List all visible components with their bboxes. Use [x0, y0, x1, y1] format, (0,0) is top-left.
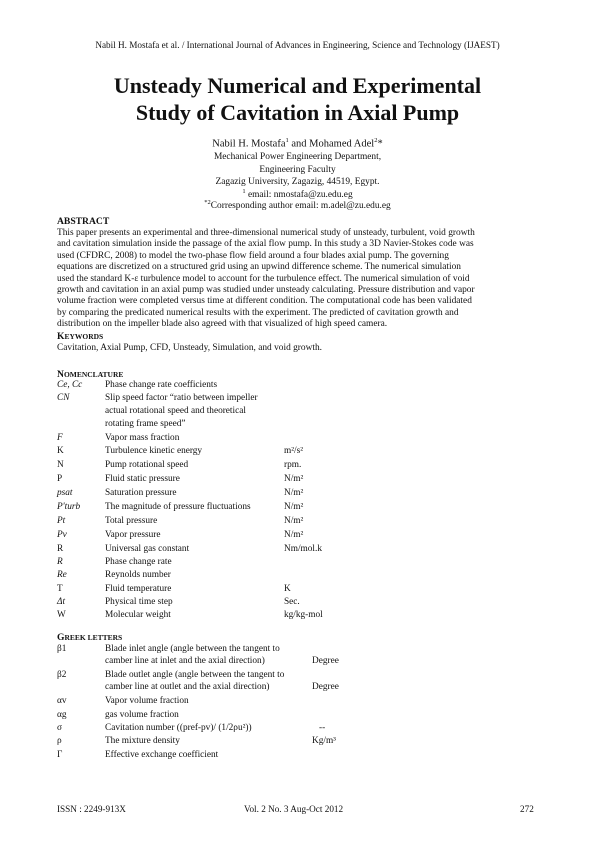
nomenclature-row [57, 502, 540, 514]
description: Blade inlet angle (angle between the tangent to [105, 644, 280, 654]
nomenclature-row [57, 419, 540, 431]
nomenclature-heading [57, 369, 123, 380]
abstract-line: and cavitation simulation inside the passage of the axial flow pump. In this study a 3D Navier-Stokes code was [57, 239, 474, 250]
nomenclature-row [57, 597, 540, 609]
symbol: Ce, Cc [57, 380, 83, 390]
description: Vapor volume fraction [105, 696, 189, 706]
unit: kg/kg-mol [284, 610, 323, 620]
symbol: F [57, 433, 63, 443]
symbol: P'turb [57, 502, 81, 512]
nomenclature-row [57, 530, 540, 542]
nomenclature-heading-initial: N [57, 369, 64, 380]
unit: Sec. [284, 597, 300, 607]
email-2 [0, 197, 595, 213]
nomenclature-row [57, 406, 540, 418]
greek-row [57, 656, 540, 668]
description: Pump rotational speed [105, 460, 189, 470]
title-line-1: Unsteady Numerical and Experimental [113, 73, 482, 98]
affiliation-dept: Mechanical Power Engineering Department, [213, 152, 382, 162]
description: Fluid temperature [105, 584, 172, 594]
abstract-line: equations are discretized on a structured grid using an upwind difference scheme. The numerical simulation [57, 262, 461, 273]
email-2-text: Corresponding author email: m.adel@zu.edu.eg [210, 201, 391, 212]
unit: N/m² [284, 488, 304, 498]
nomenclature-row [57, 433, 540, 445]
greek-row [57, 670, 540, 682]
abstract-line: used (CFDRC, 2008) to model the two-phase flow field around a four blades axial pump. The governing [57, 250, 449, 261]
greek-row [57, 750, 540, 762]
symbol: Re [57, 570, 67, 580]
nomenclature-row [57, 570, 540, 582]
nomenclature-row [57, 544, 540, 556]
nomenclature-row [57, 446, 540, 458]
greek-heading-rest: REEK LETTERS [64, 633, 123, 642]
abstract-heading: ABSTRACT [57, 216, 110, 227]
greek-row [57, 710, 540, 722]
authors-and: and Mohamed Adel [288, 138, 375, 150]
unit: Degree [312, 682, 339, 692]
author-1: Nabil H. Mostafa [212, 138, 286, 150]
greek-heading-initial: G [57, 632, 65, 643]
nomenclature-row [57, 460, 540, 472]
description: Turbulence kinetic energy [105, 446, 203, 456]
greek-row [57, 696, 540, 708]
description: The mixture density [105, 736, 180, 746]
description: Vapor pressure [105, 530, 161, 540]
unit: Degree [312, 656, 339, 666]
email-1-text: email: nmostafa@zu.edu.eg [245, 190, 353, 201]
symbol: β1 [57, 644, 67, 654]
author-1-sup: 1 [285, 137, 289, 144]
author-2-star: * [377, 138, 383, 150]
description: camber line at outlet and the axial direction) [105, 682, 270, 692]
symbol: αv [57, 696, 67, 706]
symbol: Pt [57, 516, 66, 526]
abstract-line: volume fraction were completed versus time at different condition. The computational code has been validated [57, 296, 472, 307]
description: actual rotational speed and theoretical [105, 406, 246, 416]
symbol: β2 [57, 670, 67, 680]
greek-row [57, 682, 540, 694]
abstract-line: This paper presents an experimental and three-dimensional numerical study of unsteady, turbulent, void growth [57, 228, 475, 238]
footer-volume: Vol. 2 No. 3 Aug-Oct 2012 [244, 804, 344, 814]
paper-title [40, 72, 555, 126]
symbol: σ [57, 723, 63, 733]
nomenclature-row [57, 488, 540, 500]
symbol: K [57, 446, 64, 456]
description: Physical time step [105, 597, 173, 607]
symbol: Γ [57, 750, 63, 760]
nomenclature-heading-rest: OMENCLATURE [63, 370, 124, 379]
unit: N/m² [284, 516, 304, 526]
unit: -- [319, 723, 326, 733]
symbol: W [57, 610, 66, 620]
greek-letters-heading [57, 632, 122, 643]
affiliation-university: Zagazig University, Zagazig, 44519, Egypt. [215, 177, 380, 187]
nomenclature-row [57, 584, 540, 596]
running-header: Nabil H. Mostafa et al. / International Journal of Advances in Engineering, Science and Technology (IJAEST) [95, 40, 500, 50]
keywords-heading [57, 331, 103, 342]
symbol: CN [57, 393, 70, 403]
symbol: ρ [57, 736, 62, 746]
description: Universal gas constant [105, 544, 190, 554]
description: Cavitation number ((pref-pv)/ (1/2ρu²)) [105, 723, 252, 733]
description: Saturation pressure [105, 488, 177, 498]
symbol: αg [57, 710, 67, 720]
author-2-sup: 2 [374, 137, 378, 144]
description: camber line at inlet and the axial direction) [105, 656, 265, 666]
abstract-body [57, 228, 540, 331]
description: Vapor mass fraction [105, 433, 180, 443]
keywords-heading-initial: K [57, 331, 65, 342]
unit: K [284, 584, 291, 594]
nomenclature-row [57, 380, 540, 392]
description: Fluid static pressure [105, 474, 180, 484]
symbol: R [57, 544, 64, 554]
title-line-2: Study of Cavitation in Axial Pump [135, 100, 460, 125]
symbol: R [57, 557, 63, 567]
unit: m²/s² [284, 446, 304, 456]
symbol: N [57, 460, 64, 470]
unit: N/m² [284, 530, 304, 540]
unit: rpm. [284, 460, 302, 470]
description: Blade outlet angle (angle between the tangent to [105, 670, 285, 680]
unit: Nm/mol.k [284, 544, 322, 554]
unit: N/m² [284, 474, 304, 484]
symbol: Pv [57, 530, 67, 540]
description: rotating frame speed” [105, 419, 186, 429]
description: Reynolds number [105, 570, 171, 580]
greek-row [57, 736, 540, 748]
description: Phase change rate [105, 557, 172, 567]
description: gas volume fraction [105, 710, 179, 720]
footer-issn: ISSN : 2249-913X [57, 804, 126, 814]
abstract-line: growth and cavitation in an axial pump was studied under unsteady calculating. Pressure distribution and vapor [57, 285, 475, 296]
symbol: P [57, 474, 63, 484]
description: Effective exchange coefficient [105, 750, 219, 760]
keywords-text: Cavitation, Axial Pump, CFD, Unsteady, Simulation, and void growth. [57, 343, 323, 353]
unit: N/m² [284, 502, 304, 512]
description: The magnitude of pressure fluctuations [105, 502, 251, 512]
email-1-sup: 1 [242, 188, 246, 195]
footer-page-number: 272 [520, 804, 534, 814]
greek-row [57, 644, 540, 656]
description: Phase change rate coefficients [105, 380, 218, 390]
abstract-line: by comparing the predicated numerical results with the experiment. The predicted of cavitation growth and [57, 307, 459, 318]
abstract-line: distribution on the impeller blade also agreed with that visualized of high speed camera. [57, 319, 388, 330]
nomenclature-row [57, 516, 540, 528]
nomenclature-row [57, 557, 540, 569]
greek-row [57, 723, 540, 735]
symbol: T [57, 584, 63, 594]
unit: Kg/m³ [312, 736, 336, 746]
affiliation-faculty: Engineering Faculty [259, 164, 336, 175]
description: Molecular weight [105, 610, 171, 620]
description: Total pressure [105, 516, 158, 526]
symbol: Δt [57, 597, 66, 607]
keywords-heading-rest: EYWORDS [64, 332, 104, 341]
abstract-line: used the standard K-ε turbulence model to account for the turbulence effect. The numerical simulation of void [57, 273, 470, 284]
symbol: psat [57, 488, 73, 498]
author-line [0, 137, 595, 150]
email-2-sup: *2 [204, 199, 211, 206]
nomenclature-row [57, 610, 540, 622]
description: Slip speed factor “ratio between impeller [105, 393, 258, 403]
nomenclature-row [57, 393, 540, 405]
nomenclature-row [57, 474, 540, 486]
